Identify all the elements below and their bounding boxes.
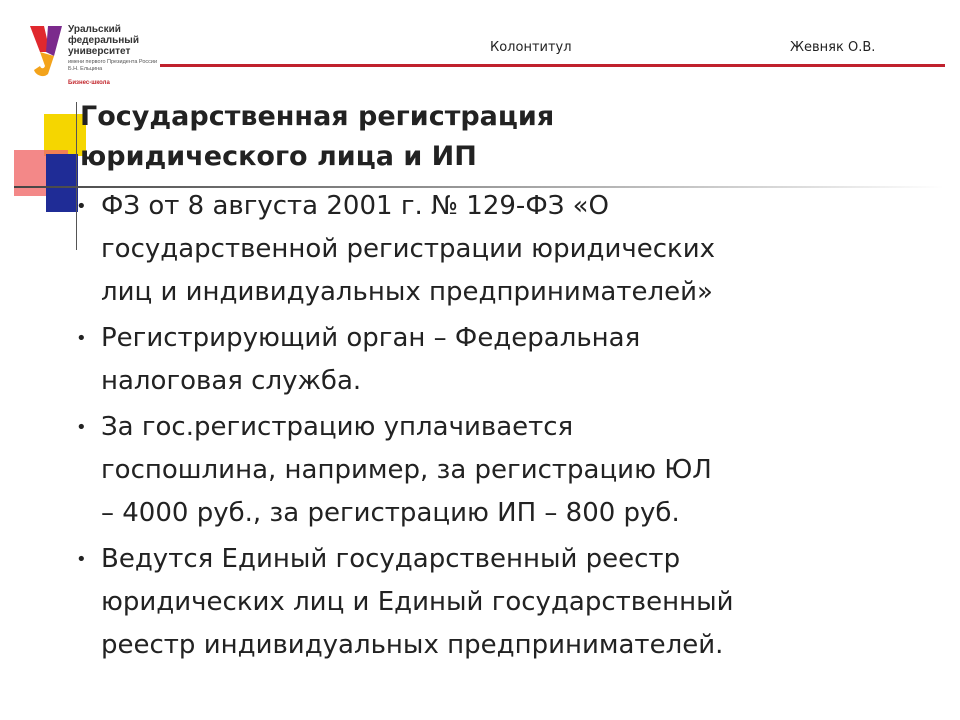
bullet-dot: • bbox=[76, 549, 87, 570]
bullet-line: реестр индивидуальных предпринимателей. bbox=[101, 630, 724, 660]
logo-text bbox=[68, 24, 139, 57]
slide-title bbox=[80, 97, 554, 177]
bullet-item bbox=[74, 185, 934, 314]
bullet-dot: • bbox=[76, 196, 87, 217]
university-logo bbox=[28, 22, 158, 94]
header-center-text: Колонтитул bbox=[490, 40, 572, 55]
bullet-item bbox=[74, 538, 934, 667]
bullet-dot: • bbox=[76, 417, 87, 438]
bullet-line: юридических лиц и Единый государственный bbox=[101, 587, 734, 617]
bullet-dot: • bbox=[76, 328, 87, 349]
bullet-line: Ведутся Единый государственный реестр bbox=[101, 544, 681, 574]
bullet-line: лиц и индивидуальных предпринимателей» bbox=[101, 277, 713, 307]
bullet-line: – 4000 руб., за регистрацию ИП – 800 руб. bbox=[101, 498, 680, 528]
bullet-line: госпошлина, например, за регистрацию ЮЛ bbox=[101, 455, 712, 485]
header-author: Жевняк О.В. bbox=[790, 40, 876, 55]
logo-line: федеральный bbox=[68, 35, 139, 46]
bullet-line: налоговая служба. bbox=[101, 366, 362, 396]
title-line: юридического лица и ИП bbox=[80, 141, 477, 172]
logo-line: Уральский bbox=[68, 24, 121, 35]
title-line: Государственная регистрация bbox=[80, 101, 555, 132]
bullet-line: ФЗ от 8 августа 2001 г. № 129-ФЗ «О bbox=[101, 191, 610, 221]
header-divider bbox=[160, 64, 945, 67]
logo-school: Бизнес-школа bbox=[68, 80, 110, 86]
bullet-line: За гос.регистрацию уплачивается bbox=[101, 412, 574, 442]
bullet-item bbox=[74, 406, 934, 535]
bullet-item bbox=[74, 317, 934, 403]
logo-line: университет bbox=[68, 46, 131, 57]
urfu-logo-icon bbox=[28, 22, 64, 78]
logo-subtext: имени первого Президента России Б.Н. Ельцина bbox=[68, 59, 158, 72]
bullet-line: государственной регистрации юридических bbox=[101, 234, 715, 264]
bullet-list bbox=[74, 185, 934, 670]
bullet-line: Регистрирующий орган – Федеральная bbox=[101, 323, 641, 353]
